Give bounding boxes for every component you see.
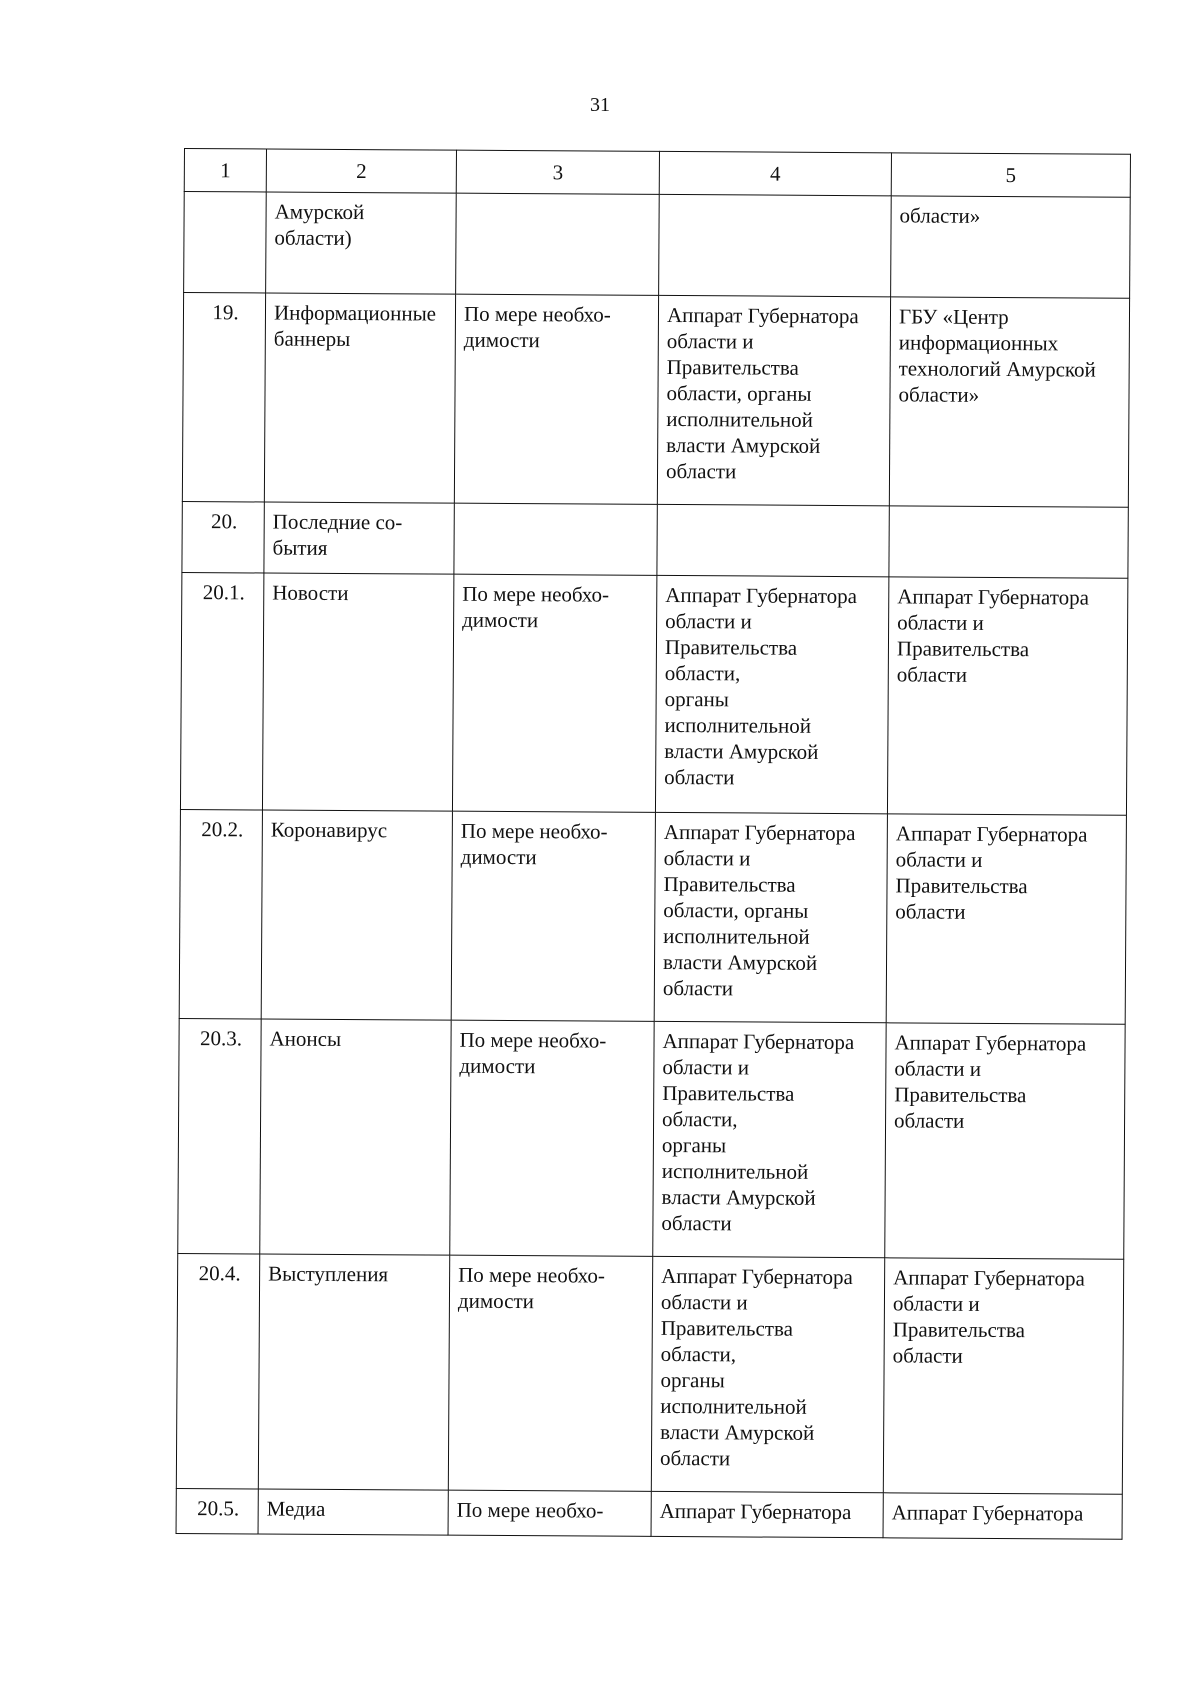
section-name-cell: Медиа <box>258 1489 448 1535</box>
provider-cell: Аппарат Губернатора <box>651 1491 883 1537</box>
responsible-cell: Аппарат Губернатора области и Правительства области <box>887 577 1127 815</box>
section-name-cell: Новости <box>262 573 453 811</box>
page-number: 31 <box>590 94 610 116</box>
responsible-cell: Аппарат Губернатора <box>883 1493 1122 1539</box>
table-row <box>184 192 1131 299</box>
provider-cell: Аппарат Губернатора области и Правительства области, органы исполнительной власти Амурской области <box>654 812 887 1022</box>
row-number-cell: 20.3. <box>178 1018 261 1253</box>
frequency-cell: По мере необхо- димости <box>452 574 656 812</box>
row-number-cell <box>184 192 267 293</box>
section-name-cell: Последние со- бытия <box>264 502 454 574</box>
frequency-cell <box>454 503 657 575</box>
document-table <box>176 148 1131 1540</box>
responsible-cell: Аппарат Губернатора области и Правительства области <box>883 1258 1123 1494</box>
column-header-2: 2 <box>266 149 456 193</box>
row-number-cell: 20.5. <box>176 1488 258 1534</box>
section-name-cell: Анонсы <box>260 1019 451 1255</box>
provider-cell: Аппарат Губернатора области и Правительства области, органы исполнительной власти Амурской области <box>655 575 888 813</box>
section-name-cell: Информационные баннеры <box>264 293 455 503</box>
column-header-3: 3 <box>456 150 659 194</box>
table-header-row <box>184 149 1130 198</box>
frequency-cell: По мере необхо- димости <box>450 1020 654 1256</box>
row-number-cell: 20.4. <box>176 1253 259 1488</box>
row-number-cell: 20. <box>182 501 264 572</box>
section-name-cell: Коронавирус <box>261 810 452 1020</box>
row-number-cell: 19. <box>182 293 265 502</box>
section-name-cell: Амурской области) <box>266 192 457 294</box>
provider-cell: Аппарат Губернатора области и Правительства области, органы исполнительной власти Амурской области <box>653 1021 886 1257</box>
responsible-cell: ГБУ «Центр информационных технологий Амурской области» <box>889 297 1129 507</box>
provider-cell: Аппарат Губернатора области и Правительства области, органы исполнительной власти Амурской области <box>651 1256 884 1492</box>
row-number-cell: 20.2. <box>179 809 262 1018</box>
responsible-cell: Аппарат Губернатора области и Правительства области <box>885 1023 1125 1259</box>
column-header-5: 5 <box>891 153 1130 197</box>
table-row <box>180 572 1127 815</box>
frequency-cell <box>456 193 660 295</box>
column-header-4: 4 <box>659 151 891 195</box>
frequency-cell: По мере необхо- димости <box>451 811 655 1021</box>
table-row <box>179 809 1126 1024</box>
responsible-cell <box>889 506 1128 578</box>
provider-cell <box>659 194 892 296</box>
responsible-cell: области» <box>891 196 1131 298</box>
provider-cell: Аппарат Губернатора области и Правительства области, органы исполнительной власти Амурской области <box>657 295 890 505</box>
table-row <box>182 501 1128 578</box>
responsible-cell: Аппарат Губернатора области и Правительства области <box>886 814 1126 1024</box>
table-row <box>178 1018 1125 1259</box>
column-header-1: 1 <box>184 149 266 193</box>
table-row <box>176 1253 1123 1494</box>
frequency-cell: По мере необхо- димости <box>454 294 658 504</box>
section-name-cell: Выступления <box>258 1254 449 1490</box>
frequency-cell: По мере необхо- <box>448 1490 651 1536</box>
row-number-cell: 20.1. <box>180 572 263 809</box>
frequency-cell: По мере необхо- димости <box>448 1255 652 1491</box>
table-row <box>176 1488 1122 1539</box>
table-row <box>182 293 1129 508</box>
provider-cell <box>657 504 889 576</box>
